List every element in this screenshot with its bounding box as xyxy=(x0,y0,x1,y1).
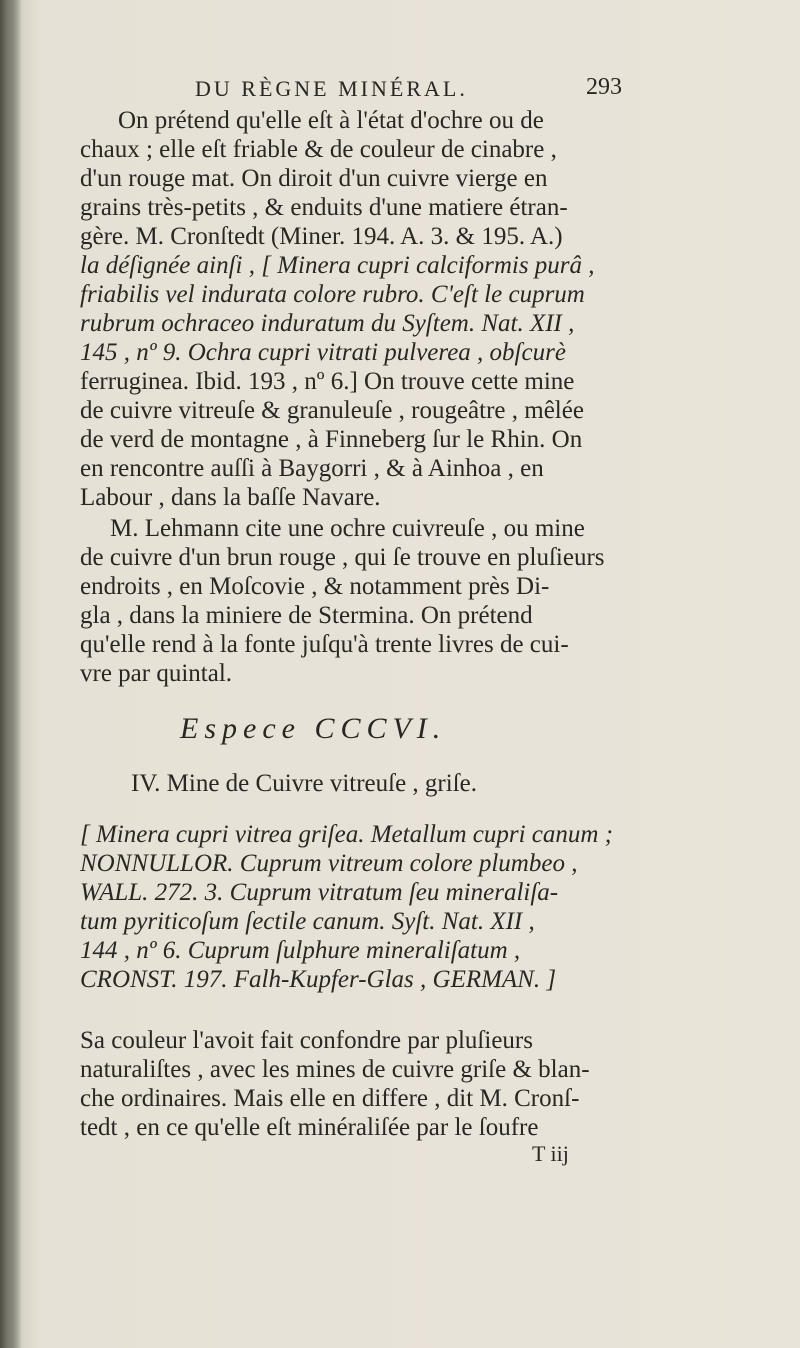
text-line-4: grains très-petits , & enduits d'une matiere étran- xyxy=(80,194,568,221)
text-line-5: gère. M. Cronſtedt (Miner. 194. A. 3. & 195. A.) xyxy=(80,223,563,250)
text-line-31: che ordinaires. Mais elle en differe , dit M. Cronſ- xyxy=(80,1085,580,1112)
text-line-30: naturaliſtes , avec les mines de cuivre griſe & blan- xyxy=(80,1056,590,1083)
text-line-26: tum pyriticoſum ſectile canum. Syſt. Nat. XII , xyxy=(80,908,535,935)
text-line-32: tedt , en ce qu'elle eſt minéraliſée par le ſoufre xyxy=(80,1114,539,1141)
text-line-11: de cuivre vitreuſe & granuleuſe , rougeâtre , mêlée xyxy=(80,397,584,424)
signature-mark: T iij xyxy=(532,1141,569,1166)
text-line-1: On prétend qu'elle eſt à l'état d'ochre ou de xyxy=(118,107,544,134)
text-line-29: Sa couleur l'avoit fait confondre par pluſieurs xyxy=(80,1027,533,1054)
text-line-7: friabilis vel indurata colore rubro. C'eſt le cuprum xyxy=(80,281,585,308)
text-line-13: en rencontre auſſi à Baygorri , & à Ainhoa , en xyxy=(80,455,544,482)
text-line-3: d'un rouge mat. On diroit d'un cuivre vierge en xyxy=(80,165,548,192)
page-gutter-shadow xyxy=(0,0,22,1348)
text-line-17: endroits , en Moſcovie , & notamment près Di- xyxy=(80,573,550,600)
text-line-2: chaux ; elle eſt friable & de couleur de cinabre , xyxy=(80,136,557,163)
text-line-12: de verd de montagne , à Finneberg ſur le Rhin. On xyxy=(80,426,583,453)
text-line-9: 145 , nº 9. Ochra cupri vitrati pulverea , obſcurè xyxy=(80,339,566,366)
text-line-20: vre par quintal. xyxy=(80,660,233,687)
text-line-16: de cuivre d'un brun rouge , qui ſe trouve en pluſieurs xyxy=(80,544,605,571)
running-title: DU RÈGNE MINÉRAL. xyxy=(195,76,468,101)
section-subtitle: IV. Mine de Cuivre vitreuſe , griſe. xyxy=(131,770,477,797)
text-line-15: M. Lehmann cite une ochre cuivreuſe , ou mine xyxy=(110,515,585,542)
section-heading: Espece CCCVI. xyxy=(180,712,447,745)
text-line-18: gla , dans la miniere de Stermina. On prétend xyxy=(80,602,533,629)
text-line-24: NONNULLOR. Cuprum vitreum colore plumbeo , xyxy=(80,850,578,877)
text-line-28: CRONST. 197. Falh-Kupfer-Glas , GERMAN. ] xyxy=(80,966,557,993)
text-line-23: [ Minera cupri vitrea griſea. Metallum cupri canum ; xyxy=(80,821,614,848)
text-line-10: ferruginea. Ibid. 193 , nº 6.] On trouve cette mine xyxy=(80,368,575,395)
text-line-8: rubrum ochraceo induratum du Syſtem. Nat. XII , xyxy=(80,310,575,337)
text-line-25: WALL. 272. 3. Cuprum vitratum ſeu mineraliſa- xyxy=(80,879,559,906)
text-line-6: la déſignée ainſi , [ Minera cupri calciformis purâ , xyxy=(80,252,595,279)
text-line-27: 144 , nº 6. Cuprum ſulphure mineraliſatum , xyxy=(80,937,521,964)
page-number: 293 xyxy=(586,74,622,100)
text-line-19: qu'elle rend à la fonte juſqu'à trente livres de cui- xyxy=(80,631,569,658)
text-line-14: Labour , dans la baſſe Navare. xyxy=(80,484,381,511)
